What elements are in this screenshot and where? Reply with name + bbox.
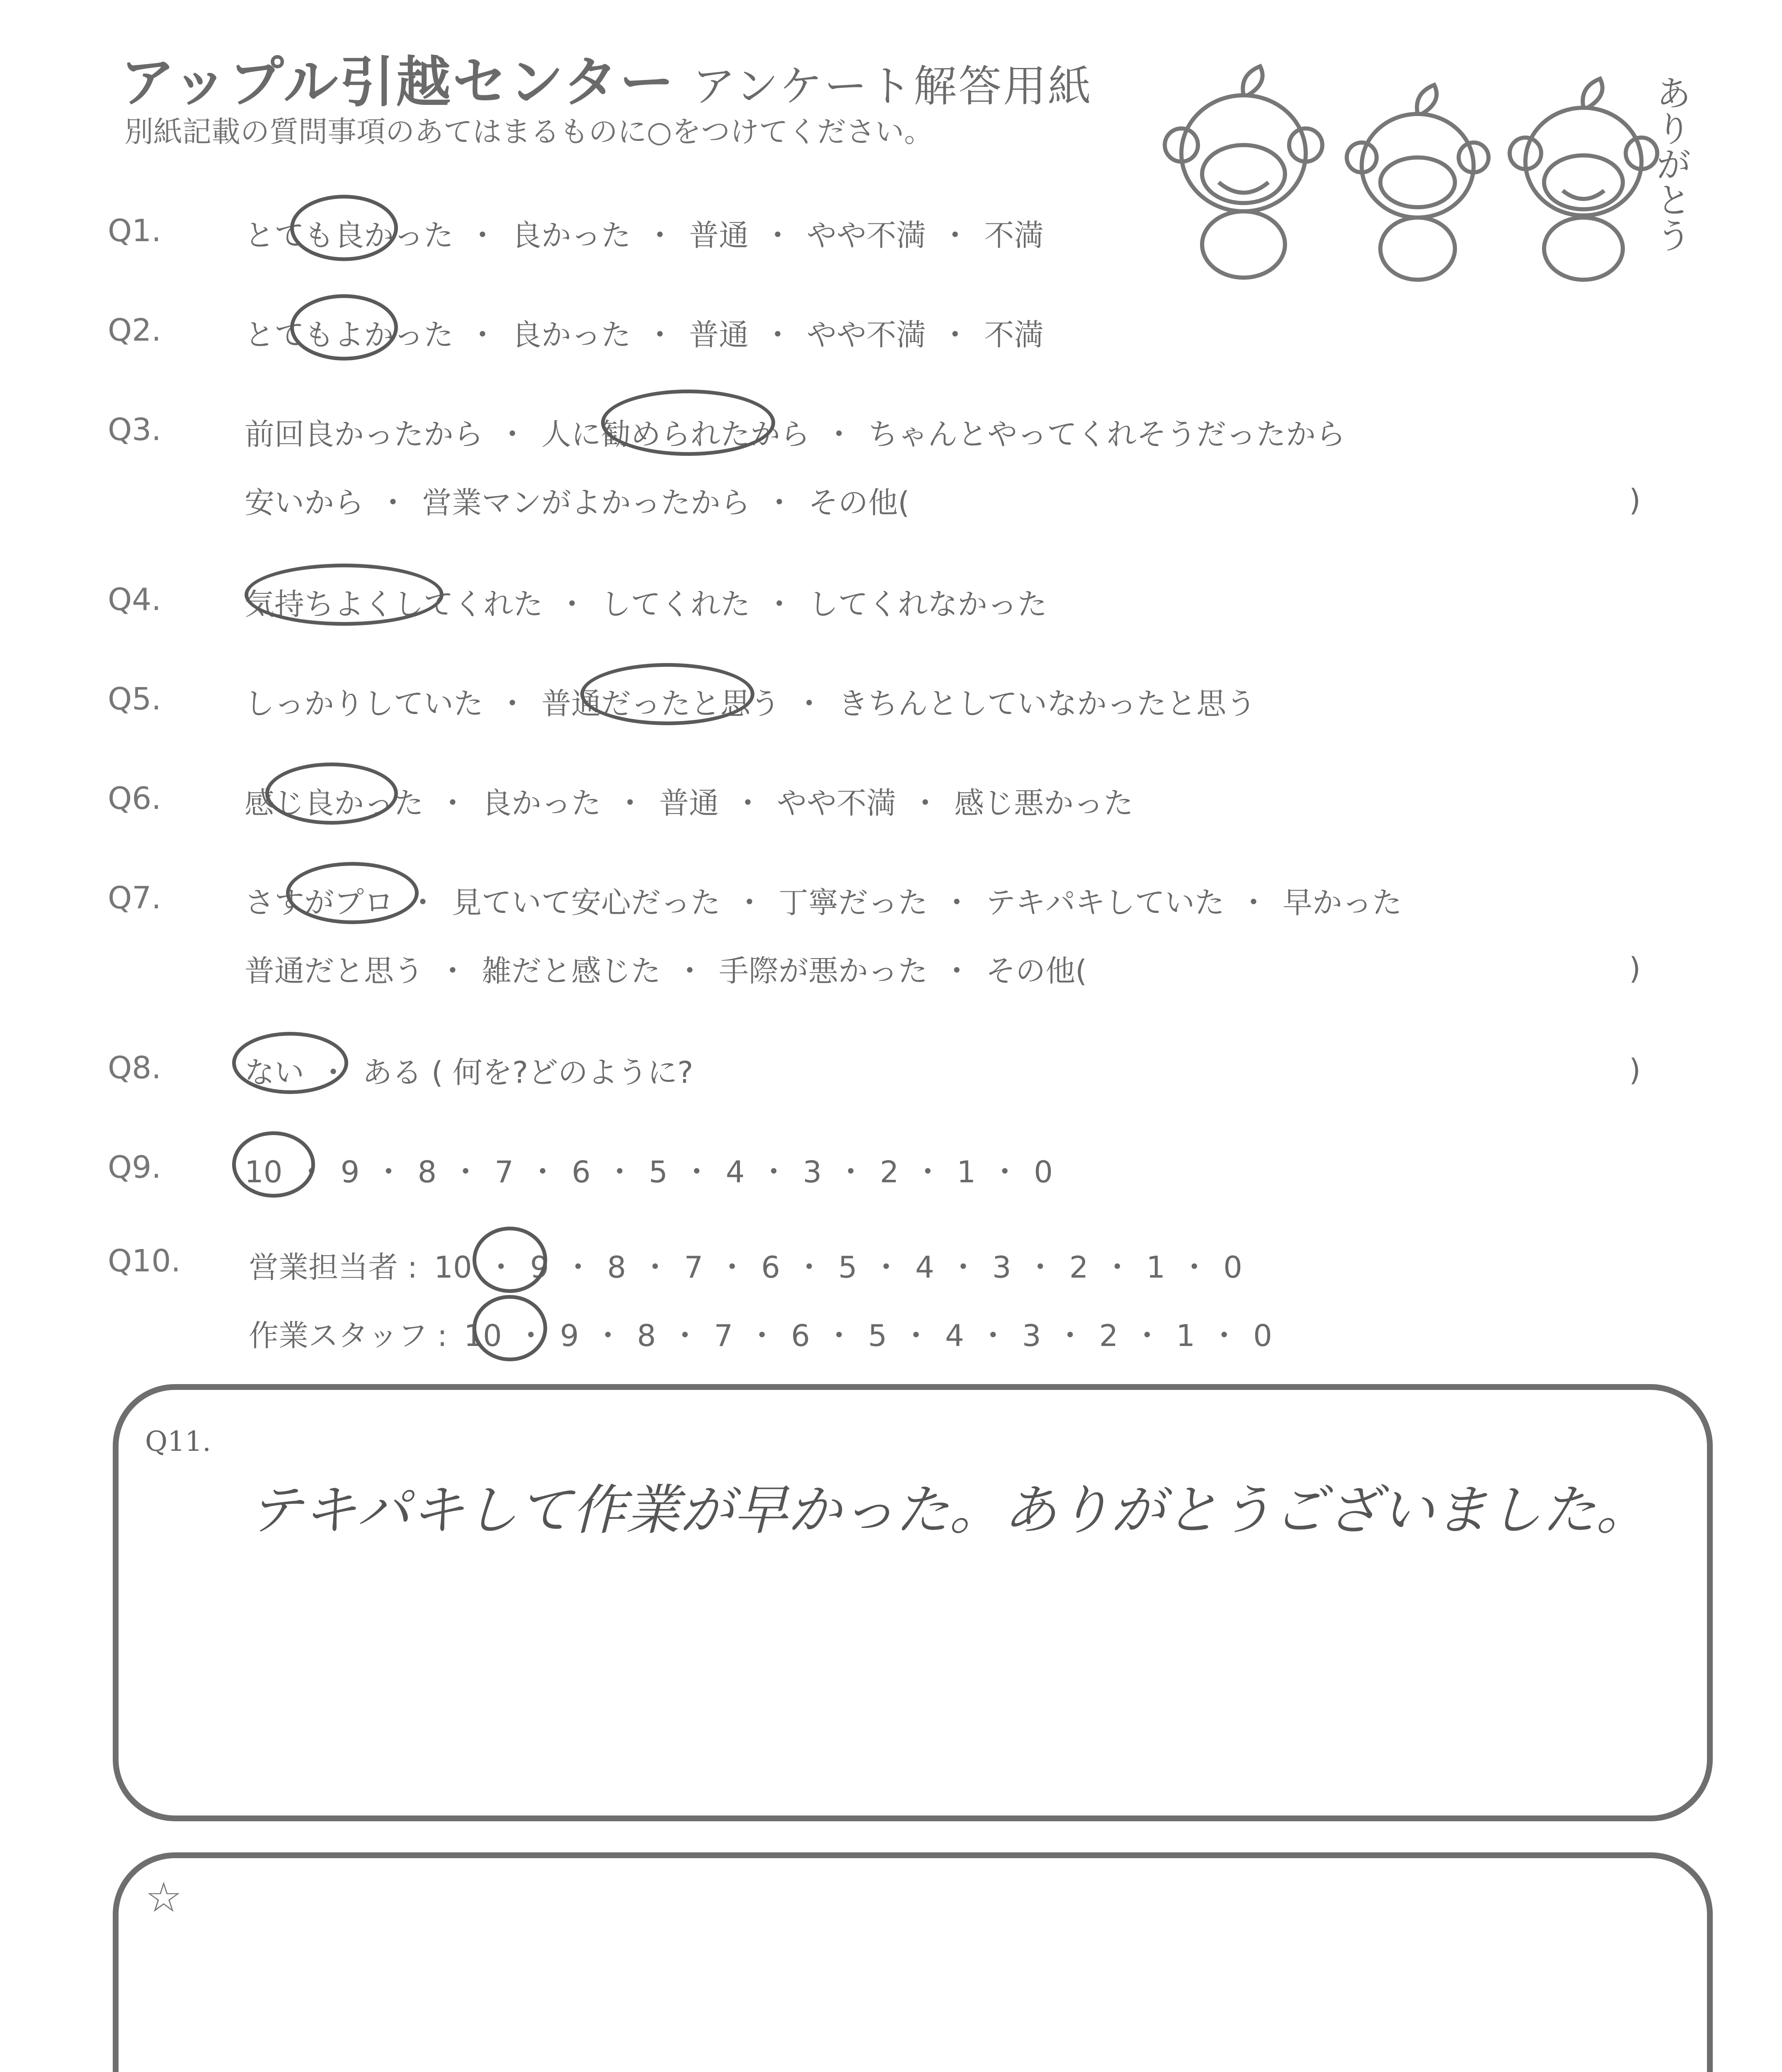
answer-option[interactable]: 1 bbox=[957, 1155, 976, 1189]
monkey-icon-2 bbox=[1347, 85, 1489, 280]
option-separator: ・ bbox=[871, 1250, 901, 1285]
answer-options-row bbox=[245, 879, 1402, 922]
option-separator: ・ bbox=[913, 1155, 943, 1189]
option-separator: ・ bbox=[942, 954, 972, 988]
option-separator: ・ bbox=[604, 1155, 635, 1189]
answer-option[interactable]: 普通 bbox=[659, 786, 719, 821]
option-separator: ・ bbox=[1055, 1318, 1085, 1353]
answer-option[interactable]: 見ていて安心だった bbox=[452, 885, 721, 920]
question-label: Q7. bbox=[108, 880, 161, 916]
question-label-q10: Q10. bbox=[108, 1243, 181, 1279]
answer-option[interactable]: きちんとしていなかったと思う bbox=[838, 686, 1256, 721]
answer-option[interactable]: やや不満 bbox=[777, 786, 897, 821]
question-label: Q9. bbox=[108, 1150, 161, 1185]
q11-answer-box bbox=[113, 1384, 1713, 1821]
rating-option[interactable]: 10 bbox=[434, 1250, 472, 1285]
closing-paren: ) bbox=[1629, 1053, 1641, 1087]
q10-row-label: 作業スタッフ : bbox=[249, 1318, 448, 1353]
answer-option[interactable]: 営業マンがよかったから bbox=[422, 485, 751, 520]
answer-option[interactable]: 0 bbox=[1034, 1155, 1053, 1189]
answer-options-row bbox=[245, 479, 909, 522]
closing-paren: ) bbox=[1629, 483, 1641, 518]
answer-options-row bbox=[245, 1148, 1053, 1191]
rating-option[interactable]: 8 bbox=[637, 1318, 656, 1353]
answer-option[interactable]: 10 bbox=[245, 1155, 283, 1189]
rating-option[interactable]: 9 bbox=[530, 1250, 549, 1285]
answer-option[interactable]: ない bbox=[245, 1055, 305, 1090]
answer-option[interactable]: 不満 bbox=[984, 218, 1044, 253]
option-separator: ・ bbox=[910, 786, 941, 821]
answer-option[interactable]: やや不満 bbox=[807, 317, 926, 352]
mascot-caption: ありがとう bbox=[1650, 75, 1691, 253]
option-separator: ・ bbox=[438, 786, 468, 821]
option-separator: ・ bbox=[759, 1155, 789, 1189]
option-separator: ・ bbox=[528, 1155, 558, 1189]
option-separator: ・ bbox=[764, 587, 795, 622]
answer-option[interactable]: 安いから bbox=[245, 485, 364, 520]
answer-option[interactable]: 前回良かったから bbox=[245, 417, 484, 452]
option-separator: ・ bbox=[296, 1155, 327, 1189]
answer-option[interactable]: 手際が悪かった bbox=[719, 954, 928, 988]
rating-option[interactable]: 6 bbox=[761, 1250, 781, 1285]
question-label: Q5. bbox=[108, 681, 161, 717]
rating-option[interactable]: 3 bbox=[992, 1250, 1011, 1285]
q10-rating-row bbox=[249, 1243, 1242, 1286]
question-label: Q8. bbox=[108, 1050, 161, 1086]
selection-circle-mark bbox=[286, 862, 419, 924]
rating-option[interactable]: 9 bbox=[560, 1318, 579, 1353]
answer-option[interactable]: してくれた bbox=[601, 587, 751, 622]
option-separator: ・ bbox=[468, 218, 498, 253]
rating-option[interactable]: 7 bbox=[684, 1250, 703, 1285]
comment-box bbox=[113, 1852, 1713, 2072]
rating-option[interactable]: 8 bbox=[607, 1250, 626, 1285]
closing-paren: ) bbox=[1629, 951, 1641, 986]
option-separator: ・ bbox=[645, 218, 675, 253]
option-separator: ・ bbox=[942, 885, 972, 920]
answer-option[interactable]: 普通だったと思う bbox=[541, 686, 781, 721]
selection-circle-mark bbox=[232, 1131, 315, 1198]
option-separator: ・ bbox=[593, 1318, 623, 1353]
answer-option[interactable]: 良かった bbox=[482, 786, 601, 821]
option-separator: ・ bbox=[940, 218, 970, 253]
answer-option[interactable]: 7 bbox=[495, 1155, 514, 1189]
answer-option[interactable]: 6 bbox=[572, 1155, 591, 1189]
option-separator: ・ bbox=[824, 417, 854, 452]
rating-option[interactable]: 2 bbox=[1069, 1250, 1089, 1285]
answer-option[interactable]: 良かった bbox=[512, 218, 631, 253]
star-icon: ☆ bbox=[145, 1873, 182, 1922]
option-separator: ・ bbox=[516, 1318, 546, 1353]
option-separator: ・ bbox=[948, 1250, 978, 1285]
answer-option[interactable]: ちゃんとやってくれそうだったから bbox=[868, 417, 1346, 452]
question-label: Q3. bbox=[108, 412, 161, 448]
option-separator: ・ bbox=[318, 1055, 349, 1090]
option-separator: ・ bbox=[670, 1318, 700, 1353]
option-separator: ・ bbox=[836, 1155, 866, 1189]
question-label: Q2. bbox=[108, 312, 161, 348]
answer-options-row bbox=[245, 947, 1087, 990]
question-label: Q1. bbox=[108, 213, 161, 249]
option-separator: ・ bbox=[901, 1318, 931, 1353]
option-separator: ・ bbox=[451, 1155, 481, 1189]
answer-option[interactable]: さすがプロ bbox=[245, 885, 394, 920]
answer-option[interactable]: 3 bbox=[803, 1155, 822, 1189]
option-separator: ・ bbox=[675, 954, 705, 988]
option-separator: ・ bbox=[1132, 1318, 1162, 1353]
option-separator: ・ bbox=[763, 218, 793, 253]
selection-circle-mark bbox=[601, 390, 775, 456]
monkey-icon-3 bbox=[1510, 79, 1657, 280]
answer-option[interactable]: 普通 bbox=[689, 218, 749, 253]
option-separator: ・ bbox=[408, 885, 438, 920]
option-separator: ・ bbox=[681, 1155, 712, 1189]
option-separator: ・ bbox=[563, 1250, 593, 1285]
option-separator: ・ bbox=[763, 317, 793, 352]
answer-option[interactable]: その他( bbox=[986, 954, 1087, 988]
selection-circle-mark bbox=[245, 564, 444, 626]
rating-option[interactable]: 3 bbox=[1022, 1318, 1041, 1353]
option-separator: ・ bbox=[640, 1250, 670, 1285]
monkey-icon-1 bbox=[1165, 66, 1322, 278]
rating-option[interactable]: 2 bbox=[1099, 1318, 1118, 1353]
option-separator: ・ bbox=[486, 1250, 516, 1285]
rating-option[interactable]: 5 bbox=[838, 1250, 857, 1285]
option-separator: ・ bbox=[940, 317, 970, 352]
rating-option[interactable]: 6 bbox=[791, 1318, 810, 1353]
option-separator: ・ bbox=[378, 485, 408, 520]
answer-option[interactable]: 雑だと感じた bbox=[482, 954, 661, 988]
selection-circle-mark bbox=[232, 1032, 348, 1094]
company-name: アップル引越センター bbox=[120, 51, 676, 114]
page-title bbox=[120, 38, 1093, 117]
answer-option[interactable]: 丁寧だった bbox=[778, 885, 928, 920]
answer-option[interactable]: とても良かった bbox=[245, 218, 454, 253]
option-separator: ・ bbox=[764, 485, 795, 520]
selection-circle-mark bbox=[580, 663, 754, 725]
answer-options-row bbox=[245, 410, 1346, 453]
answer-option[interactable]: 5 bbox=[648, 1155, 668, 1189]
rating-option[interactable]: 5 bbox=[868, 1318, 887, 1353]
answer-option[interactable]: 不満 bbox=[984, 317, 1044, 352]
option-separator: ・ bbox=[497, 417, 528, 452]
option-separator: ・ bbox=[1025, 1250, 1055, 1285]
option-separator: ・ bbox=[438, 954, 468, 988]
q11-handwritten-answer: テキパキして作業が早かった。ありがとうございました。 bbox=[249, 1479, 1650, 1542]
answer-option[interactable]: テキパキしていた bbox=[986, 885, 1225, 920]
option-separator: ・ bbox=[747, 1318, 777, 1353]
answer-option[interactable]: 4 bbox=[725, 1155, 745, 1189]
selection-circle-mark bbox=[473, 1227, 547, 1293]
option-separator: ・ bbox=[468, 317, 498, 352]
option-separator: ・ bbox=[1102, 1250, 1132, 1285]
answer-option[interactable]: ある ( 何を?どのように? bbox=[362, 1055, 693, 1090]
monkey-mascots-illustration bbox=[1136, 50, 1716, 282]
answer-option[interactable]: 9 bbox=[340, 1155, 360, 1189]
rating-option[interactable]: 7 bbox=[714, 1318, 733, 1353]
option-separator: ・ bbox=[990, 1155, 1020, 1189]
answer-option[interactable]: 普通 bbox=[689, 317, 749, 352]
answer-option[interactable]: してくれなかった bbox=[808, 587, 1047, 622]
option-separator: ・ bbox=[1239, 885, 1269, 920]
rating-option[interactable]: 1 bbox=[1176, 1318, 1195, 1353]
rating-option[interactable]: 4 bbox=[915, 1250, 934, 1285]
rating-option[interactable]: 0 bbox=[1253, 1318, 1273, 1353]
option-separator: ・ bbox=[717, 1250, 747, 1285]
answer-option[interactable]: 早かった bbox=[1283, 885, 1402, 920]
option-separator: ・ bbox=[735, 885, 765, 920]
option-separator: ・ bbox=[373, 1155, 404, 1189]
selection-circle-mark bbox=[290, 195, 398, 261]
instruction-text: 別紙記載の質問事項のあてはまるものに○をつけてください。 bbox=[124, 115, 933, 149]
rating-option[interactable]: 0 bbox=[1223, 1250, 1243, 1285]
question-label-q11: Q11. bbox=[145, 1426, 211, 1457]
answer-option[interactable]: 良かった bbox=[512, 317, 631, 352]
rating-option[interactable]: 10 bbox=[464, 1318, 502, 1353]
option-separator: ・ bbox=[1179, 1250, 1210, 1285]
answer-option[interactable]: 普通だと思う bbox=[245, 954, 424, 988]
answer-option[interactable]: 8 bbox=[417, 1155, 437, 1189]
option-separator: ・ bbox=[1209, 1318, 1239, 1353]
rating-option[interactable]: 4 bbox=[945, 1318, 964, 1353]
q10-rating-row bbox=[249, 1312, 1272, 1355]
option-separator: ・ bbox=[615, 786, 645, 821]
option-separator: ・ bbox=[733, 786, 763, 821]
option-separator: ・ bbox=[557, 587, 587, 622]
answer-option[interactable]: 2 bbox=[880, 1155, 899, 1189]
answer-option[interactable]: しっかりしていた bbox=[245, 686, 484, 721]
answer-option[interactable]: その他( bbox=[808, 485, 910, 520]
question-label: Q4. bbox=[108, 582, 161, 617]
option-separator: ・ bbox=[824, 1318, 854, 1353]
option-separator: ・ bbox=[497, 686, 528, 721]
answer-option[interactable]: 気持ちよくしてくれた bbox=[245, 587, 543, 622]
answer-option[interactable]: 人に勧められたから bbox=[541, 417, 810, 452]
form-subtitle: アンケート解答用紙 bbox=[692, 61, 1093, 111]
answer-option[interactable]: 感じ悪かった bbox=[954, 786, 1134, 821]
option-separator: ・ bbox=[794, 1250, 824, 1285]
q10-row-label: 営業担当者 : bbox=[249, 1250, 418, 1285]
rating-option[interactable]: 1 bbox=[1146, 1250, 1166, 1285]
selection-circle-mark bbox=[265, 762, 398, 825]
option-separator: ・ bbox=[978, 1318, 1008, 1353]
selection-circle-mark bbox=[290, 294, 398, 361]
question-label: Q6. bbox=[108, 781, 161, 816]
option-separator: ・ bbox=[645, 317, 675, 352]
answer-option[interactable]: 感じ良かった bbox=[245, 786, 424, 821]
selection-circle-mark bbox=[473, 1295, 547, 1361]
option-separator: ・ bbox=[794, 686, 824, 721]
answer-option[interactable]: とてもよかった bbox=[245, 317, 454, 352]
answer-option[interactable]: やや不満 bbox=[807, 218, 926, 253]
